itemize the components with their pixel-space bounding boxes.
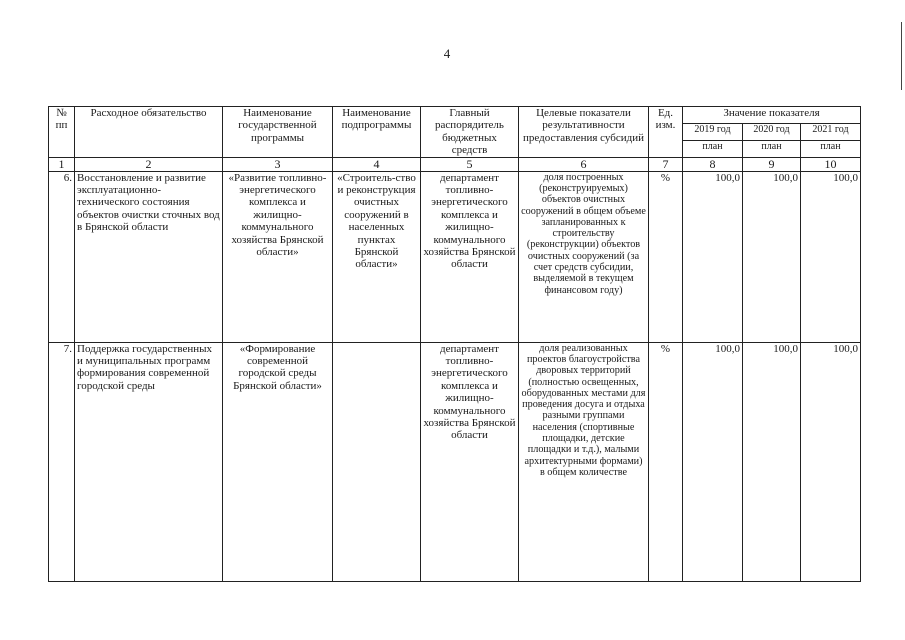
header-num: № пп	[49, 107, 75, 158]
row-number: 6.	[49, 171, 75, 342]
header-value-group: Значение показателя	[683, 107, 861, 124]
header-state-program: Наименование государственной программы	[223, 107, 333, 158]
column-index: 7	[649, 157, 683, 171]
header-unit: Ед. изм.	[649, 107, 683, 158]
row-state-program: «Развитие топливно-энергетического комплекса и жилищно-коммунального хозяйства Брянской области»	[223, 171, 333, 342]
row-value-2020: 100,0	[743, 342, 801, 581]
header-plan-2020: план	[743, 140, 801, 157]
header-year-2021: 2021 год	[801, 123, 861, 140]
table-row	[49, 171, 861, 342]
row-subprogram	[333, 342, 421, 581]
row-unit: %	[649, 342, 683, 581]
subsidy-indicators-table	[48, 106, 861, 582]
row-value-2020: 100,0	[743, 171, 801, 342]
row-indicator: доля построенных (реконструируемых) объектов очистных сооружений в общем объеме запланированных к строительству (реконструкции) объектов очистных сооружений (за счет средств субсидии, выделяемой в текущем финансовом году)	[519, 171, 649, 342]
header-year-2020: 2020 год	[743, 123, 801, 140]
table-row	[49, 342, 861, 581]
scan-edge-line	[901, 22, 902, 90]
row-manager: департамент топливно-энергетического комплекса и жилищно-коммунального хозяйства Брянской области	[421, 342, 519, 581]
column-index: 8	[683, 157, 743, 171]
header-year-2019: 2019 год	[683, 123, 743, 140]
row-value-2019: 100,0	[683, 171, 743, 342]
header-subprogram: Наименование подпрограммы	[333, 107, 421, 158]
row-state-program: «Формирование современной городской среды Брянской области»	[223, 342, 333, 581]
header-obligation: Расходное обязательство	[75, 107, 223, 158]
row-subprogram: «Строитель-ство и реконструкция очистных сооружений в населенных пунктах Брянской области»	[333, 171, 421, 342]
row-obligation: Поддержка государственных и муниципальных программ формирования современной городской среды	[75, 342, 223, 581]
header-row	[49, 107, 861, 124]
header-plan-2021: план	[801, 140, 861, 157]
column-index: 9	[743, 157, 801, 171]
column-index-row	[49, 157, 861, 171]
row-value-2021: 100,0	[801, 342, 861, 581]
column-index: 5	[421, 157, 519, 171]
page-number: 4	[443, 46, 451, 61]
column-index: 6	[519, 157, 649, 171]
header-indicators: Целевые показатели результативности предоставления субсидий	[519, 107, 649, 158]
header-plan-2019: план	[683, 140, 743, 157]
column-index: 2	[75, 157, 223, 171]
row-value-2021: 100,0	[801, 171, 861, 342]
column-index: 1	[49, 157, 75, 171]
column-index: 3	[223, 157, 333, 171]
header-manager: Главный распорядитель бюджетных средств	[421, 107, 519, 158]
column-index: 4	[333, 157, 421, 171]
row-manager: департамент топливно-энергетического комплекса и жилищно-коммунального хозяйства Брянской области	[421, 171, 519, 342]
row-number: 7.	[49, 342, 75, 581]
row-unit: %	[649, 171, 683, 342]
row-obligation: Восстановление и развитие эксплуатационно-технического состояния объектов очистки сточных вод в Брянской области	[75, 171, 223, 342]
row-indicator: доля реализованных проектов благоустройства дворовых территорий (полностью освещенных, оборудованных местами для проведения досуга и отдыха разными группами населения (спортивные площадки, детские площадки и т.д.), малыми архитектурными формами) в общем количестве	[519, 342, 649, 581]
row-value-2019: 100,0	[683, 342, 743, 581]
column-index: 10	[801, 157, 861, 171]
